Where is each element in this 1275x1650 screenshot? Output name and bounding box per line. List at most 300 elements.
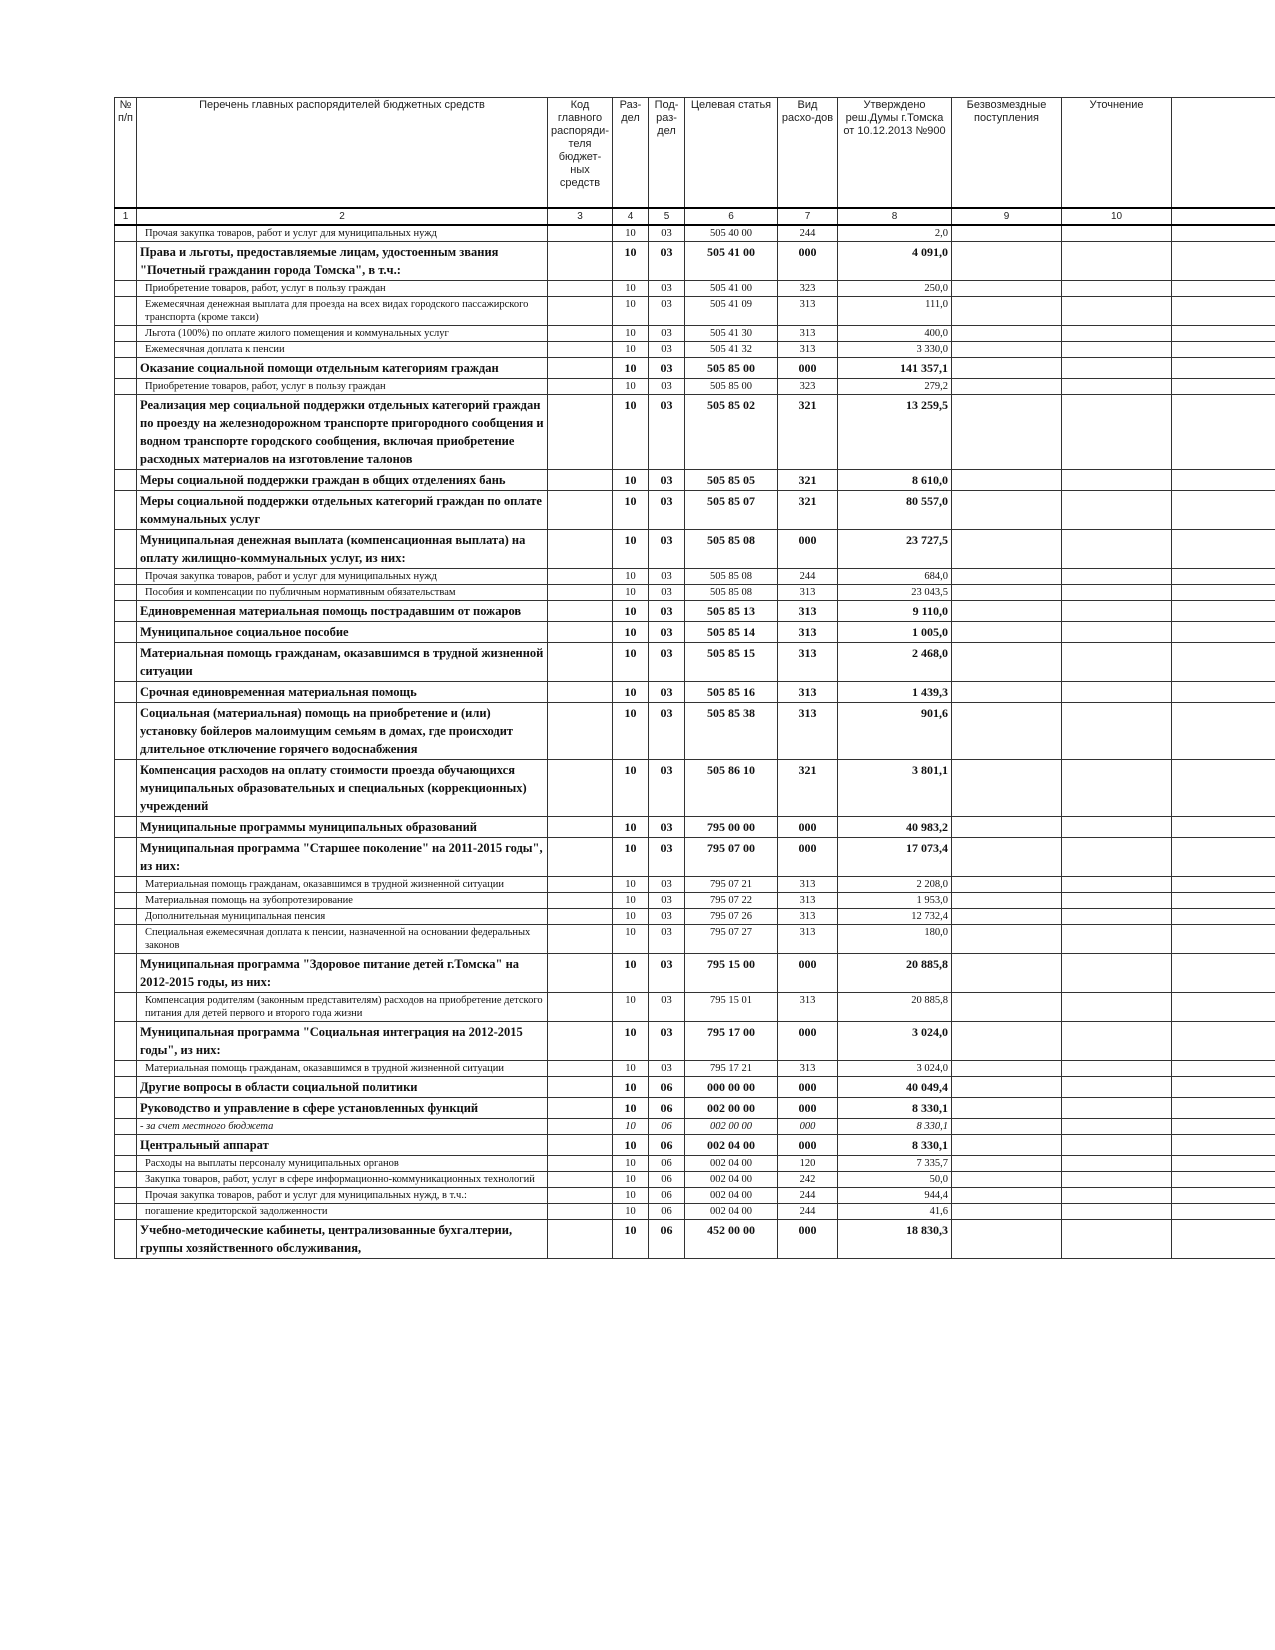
cell-code: [548, 357, 613, 378]
cell-code: [548, 225, 613, 242]
cell-name: Другие вопросы в области социальной политики: [137, 1076, 548, 1097]
cell-approved: 901,6: [838, 702, 952, 759]
cell-razdel: 10: [613, 1171, 649, 1187]
header-razdel: Раз-дел: [613, 98, 649, 208]
cell-extra: [1172, 1171, 1275, 1187]
cell-gratuitous: [952, 529, 1062, 568]
cell-extra: [1172, 469, 1275, 490]
cell-no: [115, 953, 137, 992]
cell-target: 002 04 00: [685, 1203, 778, 1219]
cell-no: [115, 1219, 137, 1258]
cell-extra: [1172, 490, 1275, 529]
header-podrazdel: Под-раз-дел: [649, 98, 685, 208]
cell-razdel: 10: [613, 469, 649, 490]
cell-code: [548, 280, 613, 296]
cell-target: 505 85 13: [685, 600, 778, 621]
table-row: [115, 241, 1275, 280]
cell-approved: 8 330,1: [838, 1097, 952, 1118]
cell-podrazdel: 03: [649, 568, 685, 584]
cell-target: 505 85 08: [685, 584, 778, 600]
cell-code: [548, 469, 613, 490]
cell-exptype: 244: [778, 1203, 838, 1219]
cell-approved: 80 557,0: [838, 490, 952, 529]
cell-name: Муниципальные программы муниципальных образований: [137, 816, 548, 837]
cell-podrazdel: 03: [649, 225, 685, 242]
cell-no: [115, 876, 137, 892]
cell-razdel: 10: [613, 837, 649, 876]
cell-no: [115, 1155, 137, 1171]
cell-clarification: [1062, 892, 1172, 908]
header-target: Целевая статья: [685, 98, 778, 208]
table-row: [115, 702, 1275, 759]
header-gratuitous: Безвозмездные поступления: [952, 98, 1062, 208]
cell-code: [548, 325, 613, 341]
cell-razdel: 10: [613, 225, 649, 242]
table-row: [115, 341, 1275, 357]
cell-gratuitous: [952, 1060, 1062, 1076]
cell-code: [548, 1171, 613, 1187]
cell-approved: 250,0: [838, 280, 952, 296]
cell-podrazdel: 03: [649, 642, 685, 681]
cell-no: [115, 1203, 137, 1219]
cell-code: [548, 341, 613, 357]
cell-clarification: [1062, 953, 1172, 992]
cell-extra: [1172, 378, 1275, 394]
cell-podrazdel: 06: [649, 1134, 685, 1155]
cell-razdel: 10: [613, 1134, 649, 1155]
cell-podrazdel: 06: [649, 1076, 685, 1097]
cell-approved: 4 091,0: [838, 241, 952, 280]
table-row: [115, 469, 1275, 490]
cell-no: [115, 378, 137, 394]
cell-exptype: 000: [778, 1076, 838, 1097]
column-number: 2: [137, 208, 548, 225]
cell-extra: [1172, 759, 1275, 816]
cell-clarification: [1062, 341, 1172, 357]
cell-code: [548, 759, 613, 816]
cell-podrazdel: 03: [649, 357, 685, 378]
table-row: [115, 529, 1275, 568]
cell-target: 795 17 21: [685, 1060, 778, 1076]
cell-exptype: 313: [778, 908, 838, 924]
cell-razdel: 10: [613, 642, 649, 681]
cell-no: [115, 1134, 137, 1155]
table-row: [115, 490, 1275, 529]
cell-code: [548, 1134, 613, 1155]
cell-clarification: [1062, 490, 1172, 529]
cell-approved: 20 885,8: [838, 953, 952, 992]
cell-extra: [1172, 1097, 1275, 1118]
cell-extra: [1172, 225, 1275, 242]
cell-clarification: [1062, 1171, 1172, 1187]
cell-gratuitous: [952, 759, 1062, 816]
cell-exptype: 244: [778, 568, 838, 584]
cell-razdel: 10: [613, 568, 649, 584]
cell-exptype: 244: [778, 1187, 838, 1203]
cell-target: 505 85 07: [685, 490, 778, 529]
cell-no: [115, 992, 137, 1021]
cell-gratuitous: [952, 394, 1062, 469]
cell-gratuitous: [952, 1171, 1062, 1187]
cell-gratuitous: [952, 1118, 1062, 1134]
table-row: [115, 325, 1275, 341]
cell-exptype: 323: [778, 280, 838, 296]
cell-podrazdel: 03: [649, 681, 685, 702]
cell-clarification: [1062, 280, 1172, 296]
table-row: [115, 876, 1275, 892]
cell-no: [115, 1021, 137, 1060]
cell-clarification: [1062, 702, 1172, 759]
table-row: [115, 642, 1275, 681]
cell-target: 452 00 00: [685, 1219, 778, 1258]
cell-target: 505 85 15: [685, 642, 778, 681]
cell-code: [548, 241, 613, 280]
cell-no: [115, 892, 137, 908]
cell-approved: 3 801,1: [838, 759, 952, 816]
cell-no: [115, 702, 137, 759]
cell-name: Оказание социальной помощи отдельным категориям граждан: [137, 357, 548, 378]
column-number: 7: [778, 208, 838, 225]
cell-extra: [1172, 1021, 1275, 1060]
cell-podrazdel: 03: [649, 953, 685, 992]
cell-target: 795 15 00: [685, 953, 778, 992]
cell-gratuitous: [952, 584, 1062, 600]
cell-razdel: 10: [613, 816, 649, 837]
cell-razdel: 10: [613, 341, 649, 357]
cell-exptype: 321: [778, 394, 838, 469]
cell-name: Компенсация расходов на оплату стоимости проезда обучающихся муниципальных образовательных и специальных (коррекционных) учреждений: [137, 759, 548, 816]
cell-clarification: [1062, 529, 1172, 568]
table-row: [115, 1203, 1275, 1219]
document-sheet: [114, 97, 1275, 1650]
header-row: [115, 98, 1275, 208]
cell-razdel: 10: [613, 908, 649, 924]
cell-clarification: [1062, 1187, 1172, 1203]
cell-exptype: 313: [778, 992, 838, 1021]
cell-extra: [1172, 241, 1275, 280]
cell-name: Социальная (материальная) помощь на приобретение и (или) установку бойлеров малоимущим семьям в домах, где происходит длительное отключение горячего водоснабжения: [137, 702, 548, 759]
table-row: [115, 584, 1275, 600]
table-row: [115, 1219, 1275, 1258]
cell-clarification: [1062, 584, 1172, 600]
cell-no: [115, 568, 137, 584]
cell-code: [548, 1118, 613, 1134]
cell-extra: [1172, 1155, 1275, 1171]
cell-exptype: 000: [778, 837, 838, 876]
cell-extra: [1172, 924, 1275, 953]
cell-razdel: 10: [613, 394, 649, 469]
cell-clarification: [1062, 378, 1172, 394]
cell-approved: 684,0: [838, 568, 952, 584]
cell-extra: [1172, 837, 1275, 876]
cell-razdel: 10: [613, 600, 649, 621]
cell-exptype: 000: [778, 1097, 838, 1118]
cell-exptype: 313: [778, 702, 838, 759]
cell-extra: [1172, 325, 1275, 341]
cell-podrazdel: 03: [649, 924, 685, 953]
cell-name: Муниципальное социальное пособие: [137, 621, 548, 642]
column-number: 10: [1062, 208, 1172, 225]
cell-razdel: 10: [613, 876, 649, 892]
cell-exptype: 313: [778, 296, 838, 325]
cell-razdel: 10: [613, 1097, 649, 1118]
column-number: [1172, 208, 1275, 225]
table-row: [115, 1171, 1275, 1187]
cell-exptype: 000: [778, 1134, 838, 1155]
cell-target: 505 40 00: [685, 225, 778, 242]
cell-target: 002 04 00: [685, 1134, 778, 1155]
cell-name: Учебно-методические кабинеты, централизованные бухгалтерии, группы хозяйственного обслуживания,: [137, 1219, 548, 1258]
cell-razdel: 10: [613, 1203, 649, 1219]
cell-podrazdel: 06: [649, 1203, 685, 1219]
column-number: 3: [548, 208, 613, 225]
cell-extra: [1172, 584, 1275, 600]
cell-clarification: [1062, 837, 1172, 876]
cell-clarification: [1062, 1118, 1172, 1134]
cell-exptype: 321: [778, 759, 838, 816]
cell-name: Льгота (100%) по оплате жилого помещения и коммунальных услуг: [137, 325, 548, 341]
cell-clarification: [1062, 1076, 1172, 1097]
table-row: [115, 1187, 1275, 1203]
cell-approved: 1 439,3: [838, 681, 952, 702]
cell-name: Муниципальная денежная выплата (компенсационная выплата) на оплату жилищно-коммунальных услуг, из них:: [137, 529, 548, 568]
cell-name: Компенсация родителям (законным представителям) расходов на приобретение детского питания для детей первого и второго года жизни: [137, 992, 548, 1021]
cell-gratuitous: [952, 702, 1062, 759]
cell-podrazdel: 06: [649, 1171, 685, 1187]
cell-gratuitous: [952, 892, 1062, 908]
cell-no: [115, 924, 137, 953]
cell-code: [548, 837, 613, 876]
cell-clarification: [1062, 759, 1172, 816]
cell-razdel: 10: [613, 1118, 649, 1134]
column-number: 5: [649, 208, 685, 225]
table-row: [115, 908, 1275, 924]
table-row: [115, 816, 1275, 837]
table-row: [115, 280, 1275, 296]
cell-no: [115, 394, 137, 469]
cell-code: [548, 1097, 613, 1118]
cell-razdel: 10: [613, 1060, 649, 1076]
cell-no: [115, 341, 137, 357]
cell-approved: 50,0: [838, 1171, 952, 1187]
cell-podrazdel: 03: [649, 992, 685, 1021]
cell-no: [115, 1097, 137, 1118]
cell-exptype: 313: [778, 924, 838, 953]
cell-clarification: [1062, 1097, 1172, 1118]
cell-clarification: [1062, 1021, 1172, 1060]
cell-gratuitous: [952, 621, 1062, 642]
cell-code: [548, 1021, 613, 1060]
cell-target: 505 85 05: [685, 469, 778, 490]
cell-clarification: [1062, 642, 1172, 681]
cell-podrazdel: 03: [649, 702, 685, 759]
cell-approved: 41,6: [838, 1203, 952, 1219]
cell-exptype: 313: [778, 584, 838, 600]
cell-code: [548, 642, 613, 681]
table-row: [115, 394, 1275, 469]
cell-exptype: 000: [778, 953, 838, 992]
table-row: [115, 992, 1275, 1021]
table-row: [115, 759, 1275, 816]
cell-name: Приобретение товаров, работ, услуг в пользу граждан: [137, 280, 548, 296]
cell-clarification: [1062, 1219, 1172, 1258]
table-row: [115, 225, 1275, 242]
cell-exptype: 000: [778, 241, 838, 280]
cell-code: [548, 529, 613, 568]
cell-gratuitous: [952, 681, 1062, 702]
cell-exptype: 313: [778, 341, 838, 357]
cell-code: [548, 568, 613, 584]
cell-code: [548, 876, 613, 892]
cell-clarification: [1062, 469, 1172, 490]
cell-name: Центральный аппарат: [137, 1134, 548, 1155]
cell-approved: 8 610,0: [838, 469, 952, 490]
cell-exptype: 000: [778, 357, 838, 378]
cell-clarification: [1062, 568, 1172, 584]
cell-podrazdel: 03: [649, 837, 685, 876]
cell-clarification: [1062, 241, 1172, 280]
cell-clarification: [1062, 357, 1172, 378]
cell-target: 505 41 09: [685, 296, 778, 325]
cell-approved: 180,0: [838, 924, 952, 953]
cell-approved: 2 208,0: [838, 876, 952, 892]
table-row: [115, 621, 1275, 642]
cell-exptype: 313: [778, 600, 838, 621]
cell-code: [548, 1187, 613, 1203]
cell-no: [115, 1118, 137, 1134]
cell-podrazdel: 06: [649, 1118, 685, 1134]
cell-gratuitous: [952, 600, 1062, 621]
table-row: [115, 953, 1275, 992]
cell-approved: 3 024,0: [838, 1021, 952, 1060]
cell-podrazdel: 03: [649, 816, 685, 837]
cell-code: [548, 908, 613, 924]
cell-podrazdel: 03: [649, 876, 685, 892]
cell-clarification: [1062, 816, 1172, 837]
cell-target: 505 85 00: [685, 378, 778, 394]
cell-razdel: 10: [613, 681, 649, 702]
cell-name: Права и льготы, предоставляемые лицам, удостоенным звания "Почетный гражданин города Томска", в т.ч.:: [137, 241, 548, 280]
cell-no: [115, 759, 137, 816]
cell-target: 505 85 02: [685, 394, 778, 469]
cell-no: [115, 296, 137, 325]
cell-target: 002 00 00: [685, 1097, 778, 1118]
cell-extra: [1172, 953, 1275, 992]
cell-extra: [1172, 280, 1275, 296]
cell-exptype: 313: [778, 325, 838, 341]
table-row: [115, 296, 1275, 325]
cell-razdel: 10: [613, 759, 649, 816]
cell-name: Дополнительная муниципальная пенсия: [137, 908, 548, 924]
cell-podrazdel: 03: [649, 341, 685, 357]
cell-exptype: 313: [778, 621, 838, 642]
table-row: [115, 924, 1275, 953]
cell-no: [115, 241, 137, 280]
cell-approved: 23 727,5: [838, 529, 952, 568]
cell-clarification: [1062, 296, 1172, 325]
cell-code: [548, 924, 613, 953]
cell-no: [115, 837, 137, 876]
cell-gratuitous: [952, 992, 1062, 1021]
cell-name: Специальная ежемесячная доплата к пенсии, назначенной на основании федеральных законов: [137, 924, 548, 953]
cell-gratuitous: [952, 241, 1062, 280]
cell-target: 795 07 21: [685, 876, 778, 892]
cell-name: Меры социальной поддержки граждан в общих отделениях бань: [137, 469, 548, 490]
cell-gratuitous: [952, 325, 1062, 341]
cell-target: 795 07 00: [685, 837, 778, 876]
column-number: 1: [115, 208, 137, 225]
cell-code: [548, 953, 613, 992]
cell-podrazdel: 03: [649, 280, 685, 296]
cell-name: погашение кредиторской задолженности: [137, 1203, 548, 1219]
cell-exptype: 244: [778, 225, 838, 242]
cell-extra: [1172, 621, 1275, 642]
cell-gratuitous: [952, 953, 1062, 992]
cell-gratuitous: [952, 341, 1062, 357]
cell-target: 002 00 00: [685, 1118, 778, 1134]
cell-no: [115, 642, 137, 681]
table-row: [115, 1118, 1275, 1134]
cell-clarification: [1062, 924, 1172, 953]
budget-table: [114, 97, 1275, 1259]
cell-no: [115, 621, 137, 642]
header-name: Перечень главных распорядителей бюджетных средств: [137, 98, 548, 208]
cell-exptype: 313: [778, 642, 838, 681]
cell-clarification: [1062, 1155, 1172, 1171]
table-row: [115, 892, 1275, 908]
cell-no: [115, 469, 137, 490]
cell-extra: [1172, 816, 1275, 837]
cell-no: [115, 325, 137, 341]
cell-exptype: 000: [778, 529, 838, 568]
cell-razdel: 10: [613, 992, 649, 1021]
cell-gratuitous: [952, 490, 1062, 529]
cell-approved: 13 259,5: [838, 394, 952, 469]
cell-code: [548, 584, 613, 600]
cell-gratuitous: [952, 924, 1062, 953]
cell-razdel: 10: [613, 325, 649, 341]
cell-podrazdel: 03: [649, 892, 685, 908]
cell-target: 795 07 26: [685, 908, 778, 924]
cell-name: Материальная помощь гражданам, оказавшимся в трудной жизненной ситуации: [137, 1060, 548, 1076]
cell-gratuitous: [952, 568, 1062, 584]
column-number: 9: [952, 208, 1062, 225]
cell-extra: [1172, 642, 1275, 681]
header-clarification: Уточнение: [1062, 98, 1172, 208]
cell-approved: 8 330,1: [838, 1134, 952, 1155]
cell-extra: [1172, 876, 1275, 892]
cell-target: 505 85 08: [685, 529, 778, 568]
column-number: 8: [838, 208, 952, 225]
cell-gratuitous: [952, 296, 1062, 325]
cell-approved: 7 335,7: [838, 1155, 952, 1171]
cell-code: [548, 892, 613, 908]
table-row: [115, 568, 1275, 584]
cell-podrazdel: 03: [649, 584, 685, 600]
cell-approved: 279,2: [838, 378, 952, 394]
column-number-row: [115, 208, 1275, 225]
cell-code: [548, 702, 613, 759]
cell-code: [548, 1219, 613, 1258]
header-approved: Утверждено реш.Думы г.Томска от 10.12.2013 №900: [838, 98, 952, 208]
cell-extra: [1172, 1203, 1275, 1219]
cell-extra: [1172, 394, 1275, 469]
cell-name: Муниципальная программа "Старшее поколение" на 2011-2015 годы", из них:: [137, 837, 548, 876]
cell-code: [548, 681, 613, 702]
cell-no: [115, 600, 137, 621]
cell-gratuitous: [952, 225, 1062, 242]
cell-podrazdel: 06: [649, 1187, 685, 1203]
